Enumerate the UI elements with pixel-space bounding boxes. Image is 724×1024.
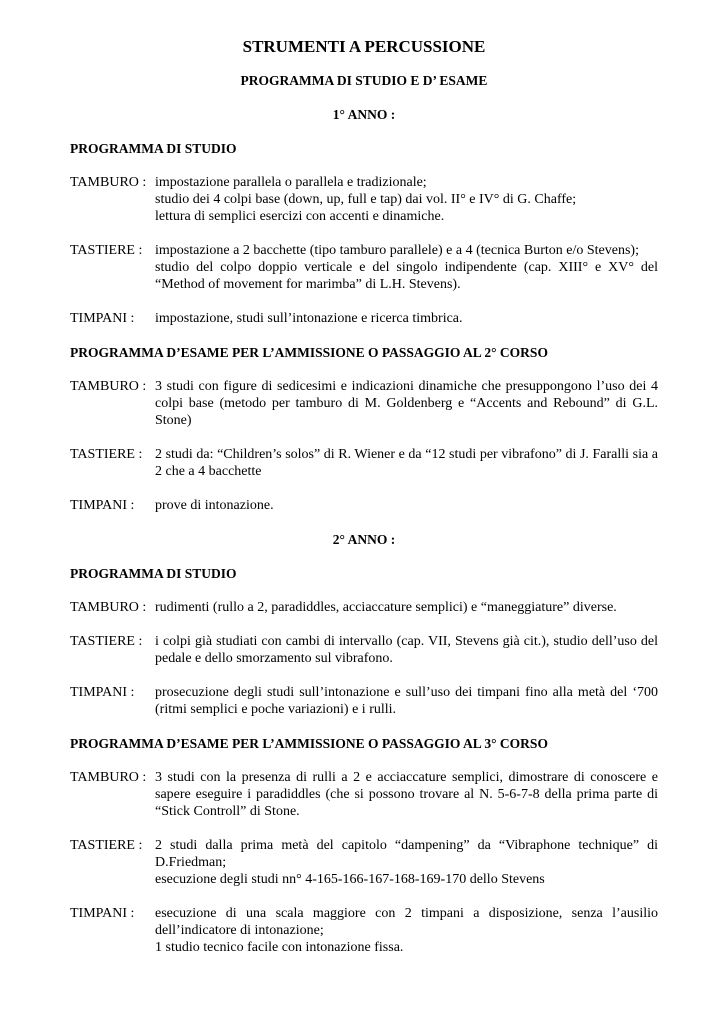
entry-label: TIMPANI : xyxy=(70,685,135,700)
entry-line: 2 studi dalla prima metà del capitolo “dampening” da “Vibraphone technique” di D.Friedman; xyxy=(155,838,658,870)
year-2-tamburo-entry xyxy=(70,599,658,616)
entry-label: TASTIERE : xyxy=(70,634,143,649)
entry-label: TIMPANI : xyxy=(70,498,135,513)
entry-label: TIMPANI : xyxy=(70,906,135,921)
year-1-exam-timpani-entry xyxy=(70,497,658,514)
entry-label: TAMBURO : xyxy=(70,600,147,615)
entry-body xyxy=(155,174,658,225)
entry-body: 2 studi da: “Children’s solos” di R. Wiener e da “12 studi per vibrafono” di J. Faralli sia a 2 che a 4 bacchette xyxy=(155,447,658,479)
entry-label: TASTIERE : xyxy=(70,447,143,462)
entry-line: esecuzione di una scala maggiore con 2 timpani a disposizione, senza l’ausilio dell’indicatore di intonazione; xyxy=(155,906,658,938)
document-subtitle: PROGRAMMA DI STUDIO E D’ ESAME xyxy=(240,73,488,88)
year-2-exam-timpani-entry xyxy=(70,905,658,956)
year-2-exam-tastiere-entry xyxy=(70,837,658,888)
entry-line: studio dei 4 colpi base (down, up, full e tap) dai vol. II° e IV° di G. Chaffe; xyxy=(155,192,577,207)
year-1-tastiere-entry xyxy=(70,242,658,293)
year-2-study-heading: PROGRAMMA DI STUDIO xyxy=(70,566,237,581)
entry-body: prosecuzione degli studi sull’intonazione e sull’uso dei timpani fino alla metà del ‘700 (ritmi semplici e poche variazioni) e i rulli. xyxy=(155,685,658,717)
entry-body xyxy=(155,905,658,956)
entry-line: studio del colpo doppio verticale e del singolo indipendente (cap. XIII° e XV° del “Method of movement for marimba” di L.H. Stevens). xyxy=(155,260,658,292)
year-1-tamburo-entry xyxy=(70,174,658,225)
document-page xyxy=(70,36,658,973)
year-2-exam-tamburo-entry xyxy=(70,769,658,820)
entry-body: 3 studi con figure di sedicesimi e indicazioni dinamiche che presuppongono l’uso dei 4 colpi base (metodo per tamburo di M. Goldenberg e “Accents and Rebound” di G.L. Stone) xyxy=(155,379,658,428)
year-2-heading: 2° ANNO : xyxy=(332,532,396,547)
document-title: STRUMENTI A PERCUSSIONE xyxy=(242,37,486,56)
year-2-timpani-entry xyxy=(70,684,658,718)
entry-label: TAMBURO : xyxy=(70,770,147,785)
entry-line: impostazione a 2 bacchette (tipo tamburo parallele) e a 4 (tecnica Burton e/o Stevens); xyxy=(155,243,639,258)
entry-body xyxy=(155,837,658,888)
entry-label: TASTIERE : xyxy=(70,243,143,258)
entry-body: impostazione, studi sull’intonazione e ricerca timbrica. xyxy=(155,311,463,326)
entry-body: prove di intonazione. xyxy=(155,498,274,513)
year-1-exam-tamburo-entry xyxy=(70,378,658,429)
entry-line: impostazione parallela o parallela e tradizionale; xyxy=(155,175,427,190)
year-1-heading: 1° ANNO : xyxy=(332,107,396,122)
entry-body: 3 studi con la presenza di rulli a 2 e acciaccature semplici, dimostrare di conoscere e sapere eseguire i paradiddles (che si possono trovare al N. 5-6-7-8 della prima parte di “Stick Controll” di Stone. xyxy=(155,770,658,819)
entry-label: TAMBURO : xyxy=(70,175,147,190)
entry-line: esecuzione degli studi nn° 4-165-166-167-168-169-170 dello Stevens xyxy=(155,872,545,887)
year-2-tastiere-entry xyxy=(70,633,658,667)
entry-label: TASTIERE : xyxy=(70,838,143,853)
year-1-timpani-entry xyxy=(70,310,658,327)
entry-body: i colpi già studiati con cambi di intervallo (cap. VII, Stevens già cit.), studio dell’uso del pedale e dello smorzamento sul vibrafono. xyxy=(155,634,658,666)
entry-body: rudimenti (rullo a 2, paradiddles, acciaccature semplici) e “maneggiature” diverse. xyxy=(155,600,617,615)
year-2-exam-heading: PROGRAMMA D’ESAME PER L’AMMISSIONE O PASSAGGIO AL 3° CORSO xyxy=(70,736,548,751)
entry-body xyxy=(155,242,658,293)
year-1-exam-heading: PROGRAMMA D’ESAME PER L’AMMISSIONE O PASSAGGIO AL 2° CORSO xyxy=(70,345,548,360)
entry-label: TAMBURO : xyxy=(70,379,147,394)
year-1-exam-tastiere-entry xyxy=(70,446,658,480)
year-1-study-heading: PROGRAMMA DI STUDIO xyxy=(70,141,237,156)
entry-label: TIMPANI : xyxy=(70,311,135,326)
entry-line: lettura di semplici esercizi con accenti e dinamiche. xyxy=(155,209,445,224)
entry-line: 1 studio tecnico facile con intonazione fissa. xyxy=(155,940,404,955)
